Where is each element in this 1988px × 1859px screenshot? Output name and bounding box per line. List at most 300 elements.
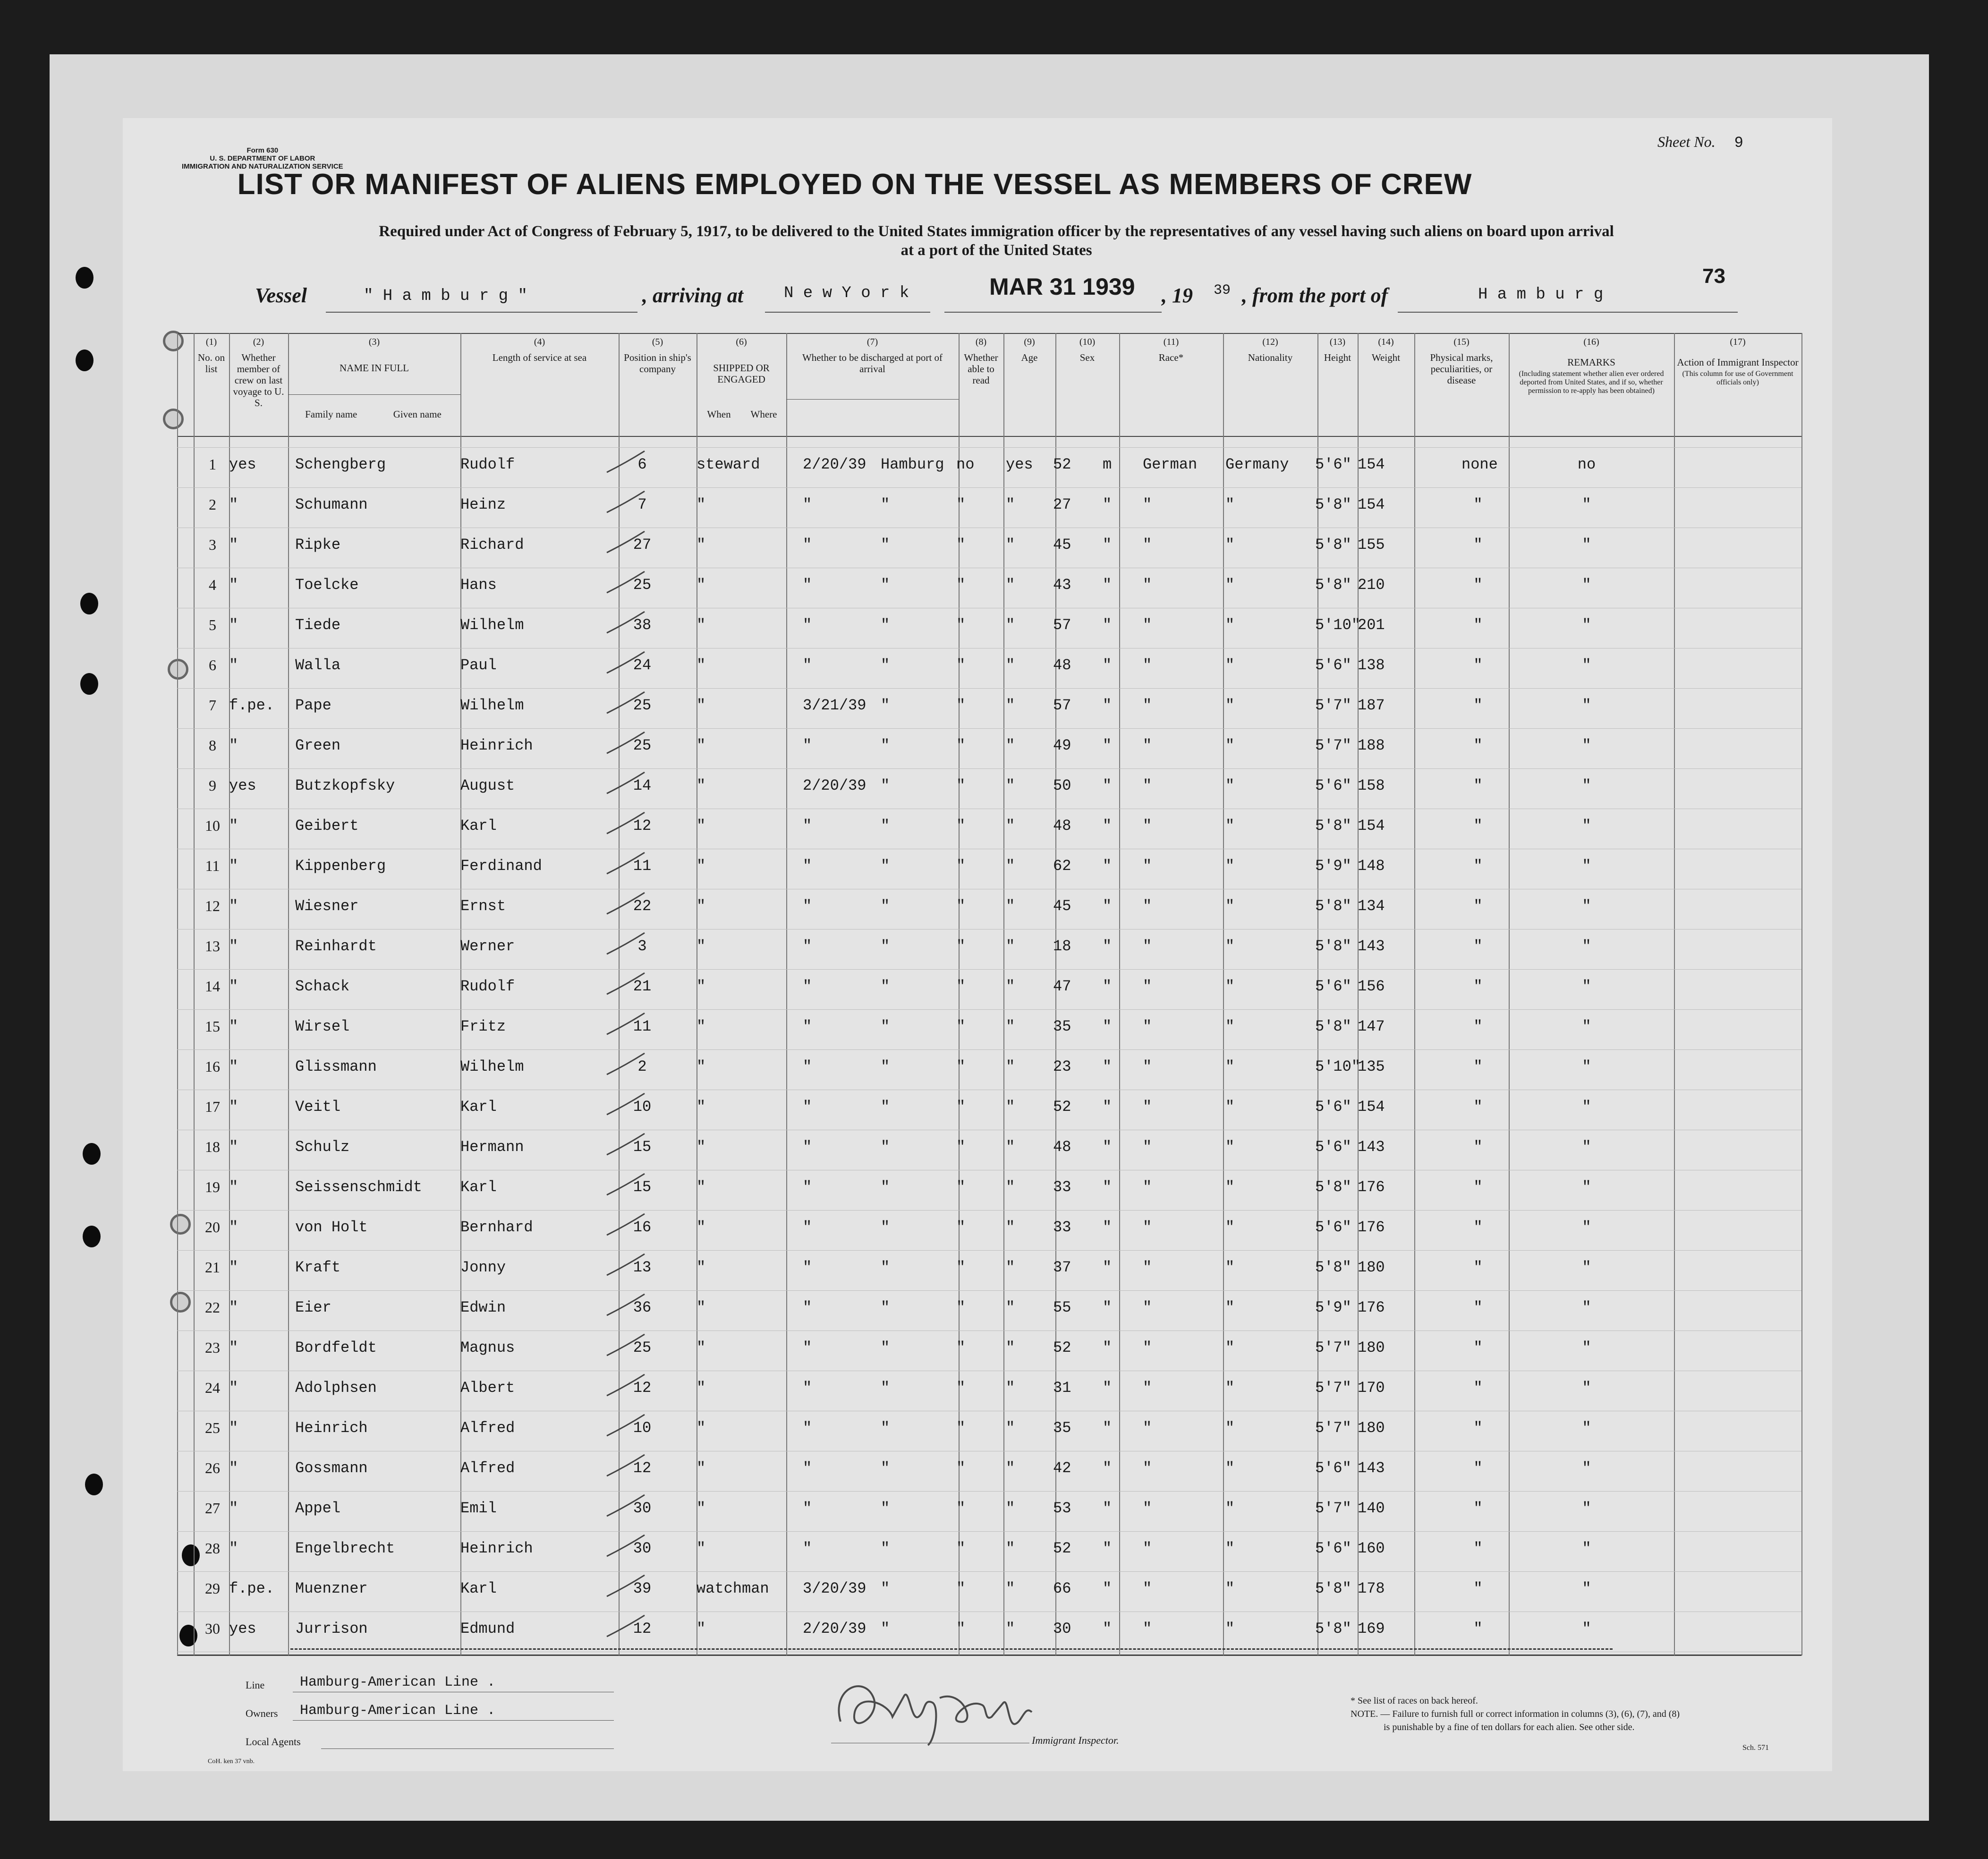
cell-age: 53 <box>1053 1500 1071 1517</box>
binder-hole <box>80 673 98 695</box>
pencil-tick-mark <box>604 609 647 638</box>
cell-read: " <box>1006 978 1015 995</box>
cell-weight: 188 <box>1358 737 1385 754</box>
cell-when: " <box>803 1379 812 1397</box>
cell-marks: " <box>1473 1138 1483 1156</box>
table-top-border <box>177 333 1801 334</box>
cell-read: " <box>1006 1219 1015 1236</box>
column-header: No. on list <box>197 352 225 375</box>
cell-sex: " <box>1103 1540 1112 1557</box>
cell-given: Rudolf <box>460 456 515 473</box>
cell-no: 17 <box>205 1098 220 1115</box>
cell-family: Adolphsen <box>295 1379 377 1397</box>
cell-sex: " <box>1103 616 1112 634</box>
cell-service: 2 <box>637 1058 647 1075</box>
cell-given: Wilhelm <box>460 616 524 634</box>
cell-weight: 143 <box>1358 938 1385 955</box>
cell-nationality: " <box>1225 1299 1235 1316</box>
cell-sex: " <box>1103 1620 1112 1637</box>
cell-service: 11 <box>633 1018 652 1035</box>
cell-discharged: " <box>956 1259 966 1276</box>
pencil-tick-mark <box>604 890 647 919</box>
cell-race: " <box>1143 496 1152 513</box>
cell-family: Walla <box>295 657 341 674</box>
cell-discharged: " <box>956 1580 966 1597</box>
cell-given: Karl <box>460 1178 497 1196</box>
column-number: (5) <box>652 337 663 347</box>
cell-race: " <box>1143 536 1152 554</box>
cell-read: " <box>1006 737 1015 754</box>
cell-nationality: " <box>1225 576 1235 594</box>
cell-remarks: " <box>1582 857 1591 875</box>
cell-weight: 143 <box>1358 1138 1385 1156</box>
cell-family: Glissmann <box>295 1058 377 1075</box>
table-row <box>177 812 1801 850</box>
pencil-tick-mark <box>604 1332 647 1360</box>
cell-where: " <box>881 1178 890 1196</box>
pencil-tick-mark <box>604 649 647 678</box>
cell-service: 7 <box>637 496 647 513</box>
cell-race: " <box>1143 1219 1152 1236</box>
cell-service: 6 <box>637 456 647 473</box>
cell-crew: " <box>229 938 238 955</box>
table-row <box>177 531 1801 569</box>
cell-given: Ferdinand <box>460 857 542 875</box>
cell-crew: " <box>229 1058 238 1075</box>
pencil-tick-mark <box>604 810 647 838</box>
cell-no: 13 <box>205 938 220 955</box>
cell-weight: 169 <box>1358 1620 1385 1637</box>
cell-no: 26 <box>205 1459 220 1476</box>
cell-position: " <box>697 697 706 714</box>
pencil-tick-mark <box>604 1372 647 1400</box>
cell-read: " <box>1006 1259 1015 1276</box>
cell-where: " <box>881 897 890 915</box>
cell-nationality: " <box>1225 1540 1235 1557</box>
table-row <box>177 1615 1801 1653</box>
cell-race: " <box>1143 697 1152 714</box>
cell-crew: " <box>229 1138 238 1156</box>
vessel-name: " H a m b u r g " <box>364 287 527 305</box>
cell-weight: 187 <box>1358 697 1385 714</box>
cell-no: 20 <box>205 1219 220 1236</box>
cell-no: 1 <box>209 456 216 473</box>
cell-sex: " <box>1103 897 1112 915</box>
column-subheader: Given name <box>393 409 442 420</box>
cell-crew: " <box>229 1219 238 1236</box>
cell-given: Richard <box>460 536 524 554</box>
cell-remarks: no <box>1577 456 1596 473</box>
cell-age: 49 <box>1053 737 1071 754</box>
table-row <box>177 692 1801 730</box>
table-row <box>177 1535 1801 1573</box>
cell-when: 2/20/39 <box>803 1620 867 1637</box>
cell-marks: " <box>1473 657 1483 674</box>
cell-given: Heinz <box>460 496 506 513</box>
cell-no: 22 <box>205 1299 220 1316</box>
cell-crew: " <box>229 536 238 554</box>
from-port-label: , from the port of <box>1242 284 1388 307</box>
cell-weight: 180 <box>1358 1259 1385 1276</box>
cell-family: Wiesner <box>295 897 359 915</box>
cell-marks: none <box>1461 456 1498 473</box>
cell-where: " <box>881 1098 890 1116</box>
cell-crew: " <box>229 1299 238 1316</box>
pencil-tick-mark <box>604 850 647 878</box>
cell-given: August <box>460 777 515 794</box>
cell-where: " <box>881 1500 890 1517</box>
cell-read: " <box>1006 1620 1015 1637</box>
cell-where: " <box>881 1459 890 1477</box>
cell-no: 24 <box>205 1379 220 1396</box>
cell-family: Gossmann <box>295 1459 368 1477</box>
column-header: NAME IN FULL <box>340 362 409 374</box>
cell-crew: " <box>229 1178 238 1196</box>
cell-position: " <box>697 1620 706 1637</box>
cell-race: " <box>1143 938 1152 955</box>
cell-position: steward <box>697 456 760 473</box>
cell-where: " <box>881 1339 890 1356</box>
print-mark: CoH. ken 37 vnb. <box>208 1758 255 1765</box>
cell-read: " <box>1006 1058 1015 1075</box>
subheader-divider <box>288 394 460 395</box>
cell-when: " <box>803 1339 812 1356</box>
cell-race: " <box>1143 897 1152 915</box>
cell-position: " <box>697 1379 706 1397</box>
cell-weight: 170 <box>1358 1379 1385 1397</box>
cell-nationality: " <box>1225 1259 1235 1276</box>
cell-crew: " <box>229 1419 238 1437</box>
cell-height: 5'6" <box>1315 777 1351 794</box>
cell-where: " <box>881 1379 890 1397</box>
cell-nationality: " <box>1225 1580 1235 1597</box>
cell-marks: " <box>1473 1459 1483 1477</box>
cell-family: Schulz <box>295 1138 350 1156</box>
cell-discharged: " <box>956 897 966 915</box>
table-row <box>177 571 1801 609</box>
cell-crew: " <box>229 857 238 875</box>
cell-read: " <box>1006 616 1015 634</box>
cell-marks: " <box>1473 1339 1483 1356</box>
subheader-divider <box>786 399 959 400</box>
cell-where: " <box>881 1419 890 1437</box>
cell-position: " <box>697 897 706 915</box>
cell-when: " <box>803 938 812 955</box>
cell-discharged: " <box>956 1018 966 1035</box>
cell-age: 55 <box>1053 1299 1071 1316</box>
cell-age: 57 <box>1053 697 1071 714</box>
cell-discharged: " <box>956 1379 966 1397</box>
cell-family: Heinrich <box>295 1419 368 1437</box>
pencil-tick-mark <box>604 1252 647 1280</box>
cell-marks: " <box>1473 938 1483 955</box>
cell-sex: " <box>1103 1018 1112 1035</box>
cell-crew: " <box>229 737 238 754</box>
cell-nationality: " <box>1225 1178 1235 1196</box>
cell-crew: " <box>229 657 238 674</box>
cell-family: Ripke <box>295 536 341 554</box>
cell-weight: 155 <box>1358 536 1385 554</box>
table-row <box>177 1415 1801 1452</box>
cell-position: " <box>697 1339 706 1356</box>
sheet-number-label: Sheet No. <box>1657 133 1716 150</box>
vessel-underline <box>326 312 637 313</box>
cell-marks: " <box>1473 1620 1483 1637</box>
cell-height: 5'8" <box>1315 1580 1351 1597</box>
cell-marks: " <box>1473 1219 1483 1236</box>
cell-marks: " <box>1473 1259 1483 1276</box>
cell-no: 9 <box>209 777 216 794</box>
cell-where: " <box>881 817 890 835</box>
table-row <box>177 893 1801 930</box>
cell-crew: " <box>229 978 238 995</box>
cell-crew: yes <box>229 456 256 473</box>
cell-where: " <box>881 1219 890 1236</box>
cell-family: Muenzner <box>295 1580 368 1597</box>
form-number: Form 630 <box>246 146 279 154</box>
column-subheader: When <box>707 409 731 420</box>
cell-nationality: " <box>1225 978 1235 995</box>
cell-sex: " <box>1103 536 1112 554</box>
cell-discharged: " <box>956 1138 966 1156</box>
cell-age: 45 <box>1053 897 1071 915</box>
cell-when: " <box>803 1419 812 1437</box>
cell-when: " <box>803 897 812 915</box>
cell-crew: " <box>229 1540 238 1557</box>
column-header: Age <box>1021 352 1038 363</box>
cell-age: 52 <box>1053 1098 1071 1116</box>
cell-when: " <box>803 536 812 554</box>
cell-read: " <box>1006 576 1015 594</box>
cell-given: Alfred <box>460 1459 515 1477</box>
cell-when: " <box>803 1098 812 1116</box>
cell-when: " <box>803 657 812 674</box>
cell-marks: " <box>1473 616 1483 634</box>
cell-position: " <box>697 1058 706 1075</box>
cell-height: 5'8" <box>1315 496 1351 513</box>
cell-remarks: " <box>1582 1500 1591 1517</box>
cell-family: Reinhardt <box>295 938 377 955</box>
table-row <box>177 652 1801 690</box>
cell-position: " <box>697 1500 706 1517</box>
cell-crew: " <box>229 616 238 634</box>
cell-service: 25 <box>633 1339 652 1356</box>
cell-given: Heinrich <box>460 1540 533 1557</box>
cell-position: " <box>697 817 706 835</box>
cell-no: 25 <box>205 1419 220 1436</box>
cell-marks: " <box>1473 1178 1483 1196</box>
cell-read: " <box>1006 1419 1015 1437</box>
cell-discharged: " <box>956 697 966 714</box>
cell-weight: 210 <box>1358 576 1385 594</box>
cell-service: 12 <box>633 1459 652 1477</box>
cell-position: watchman <box>697 1580 769 1597</box>
pencil-tick-mark <box>604 1091 647 1119</box>
column-header-note: (Including statement whether alien ever ordered deported from United States, and if so, whether permission to re-apply has been obtained) <box>1519 370 1664 395</box>
cell-given: Bernhard <box>460 1219 533 1236</box>
cell-race: " <box>1143 1138 1152 1156</box>
cell-no: 5 <box>209 616 216 633</box>
cell-marks: " <box>1473 897 1483 915</box>
cell-crew: " <box>229 576 238 594</box>
cell-where: " <box>881 1138 890 1156</box>
cell-nationality: " <box>1225 616 1235 634</box>
cell-remarks: " <box>1582 1580 1591 1597</box>
cell-crew: f.pe. <box>229 697 275 714</box>
cell-family: Geibert <box>295 817 359 835</box>
cell-height: 5'6" <box>1315 1459 1351 1477</box>
cell-where: " <box>881 697 890 714</box>
cell-family: Eier <box>295 1299 331 1316</box>
cell-weight: 154 <box>1358 1098 1385 1116</box>
cell-read: " <box>1006 897 1015 915</box>
cell-where: " <box>881 657 890 674</box>
table-row <box>177 1254 1801 1292</box>
cell-nationality: " <box>1225 1058 1235 1075</box>
cell-given: Hans <box>460 576 497 594</box>
column-number: (4) <box>534 337 545 347</box>
cell-sex: " <box>1103 1580 1112 1597</box>
cell-sex: " <box>1103 1138 1112 1156</box>
cell-age: 52 <box>1053 456 1071 473</box>
cell-position: " <box>697 616 706 634</box>
cell-race: " <box>1143 1058 1152 1075</box>
sheet-number <box>1657 133 1743 152</box>
cell-family: Schumann <box>295 496 368 513</box>
cell-discharged: " <box>956 1500 966 1517</box>
cell-crew: " <box>229 1339 238 1356</box>
cell-marks: " <box>1473 697 1483 714</box>
cell-read: " <box>1006 1018 1015 1035</box>
column-number: (8) <box>975 337 987 347</box>
cell-height: 5'7" <box>1315 697 1351 714</box>
cell-family: Butzkopfsky <box>295 777 395 794</box>
cell-position: " <box>697 1018 706 1035</box>
cell-read: " <box>1006 777 1015 794</box>
cell-race: " <box>1143 1018 1152 1035</box>
cell-weight: 158 <box>1358 777 1385 794</box>
cell-age: 45 <box>1053 536 1071 554</box>
cell-sex: " <box>1103 777 1112 794</box>
cell-when: " <box>803 817 812 835</box>
pencil-tick-mark <box>604 971 647 999</box>
cell-sex: " <box>1103 1219 1112 1236</box>
cell-race: " <box>1143 817 1152 835</box>
cell-weight: 176 <box>1358 1178 1385 1196</box>
cell-age: 33 <box>1053 1219 1071 1236</box>
cell-no: 10 <box>205 817 220 834</box>
cell-nationality: " <box>1225 1379 1235 1397</box>
cell-no: 23 <box>205 1339 220 1356</box>
cell-where: " <box>881 1540 890 1557</box>
cell-weight: 148 <box>1358 857 1385 875</box>
cell-sex: " <box>1103 657 1112 674</box>
cell-family: Engelbrecht <box>295 1540 395 1557</box>
cell-position: " <box>697 1178 706 1196</box>
cell-crew: " <box>229 1459 238 1477</box>
cell-remarks: " <box>1582 1219 1591 1236</box>
column-number: (6) <box>736 337 747 347</box>
cell-age: 27 <box>1053 496 1071 513</box>
cell-race: " <box>1143 657 1152 674</box>
cell-position: " <box>697 657 706 674</box>
cell-given: Ernst <box>460 897 506 915</box>
cell-marks: " <box>1473 857 1483 875</box>
cell-remarks: " <box>1582 1178 1591 1196</box>
cell-service: 13 <box>633 1259 652 1276</box>
cell-given: Heinrich <box>460 737 533 754</box>
cell-sex: " <box>1103 978 1112 995</box>
cell-height: 5'6" <box>1315 1098 1351 1116</box>
cell-given: Rudolf <box>460 978 515 995</box>
cell-no: 7 <box>209 697 216 714</box>
cell-family: von Holt <box>295 1219 368 1236</box>
cell-marks: " <box>1473 1580 1483 1597</box>
cell-marks: " <box>1473 496 1483 513</box>
cell-nationality: " <box>1225 536 1235 554</box>
pencil-tick-mark <box>604 770 647 798</box>
cell-when: 3/21/39 <box>803 697 867 714</box>
cell-height: 5'7" <box>1315 737 1351 754</box>
row-rule <box>177 447 1801 448</box>
cell-given: Paul <box>460 657 497 674</box>
cell-marks: " <box>1473 978 1483 995</box>
cell-position: " <box>697 1259 706 1276</box>
cell-family: Seissenschmidt <box>295 1178 422 1196</box>
cell-when: " <box>803 496 812 513</box>
cell-discharged: no <box>956 456 975 473</box>
cell-age: 31 <box>1053 1379 1071 1397</box>
cell-sex: " <box>1103 1058 1112 1075</box>
cell-where: " <box>881 737 890 754</box>
cell-service: 27 <box>633 536 652 554</box>
table-row <box>177 1455 1801 1492</box>
table-row <box>177 853 1801 890</box>
cell-crew: " <box>229 1098 238 1116</box>
cell-crew: yes <box>229 1620 256 1637</box>
subtitle-line-1: Required under Act of Congress of February 5, 1917, to be delivered to the United States immigration officer by the representatives of any vessel having such aliens on board upon arrival <box>379 223 1614 240</box>
column-number: (10) <box>1079 337 1096 347</box>
footer-owners-value: Hamburg-American Line . <box>300 1703 496 1719</box>
cell-height: 5'8" <box>1315 1259 1351 1276</box>
pencil-tick-mark <box>604 730 647 758</box>
cell-nationality: " <box>1225 1620 1235 1637</box>
cell-race: " <box>1143 737 1152 754</box>
cell-sex: " <box>1103 857 1112 875</box>
cell-given: Fritz <box>460 1018 506 1035</box>
cell-height: 5'10" <box>1315 1058 1361 1075</box>
cell-read: " <box>1006 1138 1015 1156</box>
table-row <box>177 1214 1801 1252</box>
cell-no: 15 <box>205 1018 220 1035</box>
cell-read: " <box>1006 857 1015 875</box>
cell-nationality: " <box>1225 1500 1235 1517</box>
cell-nationality: " <box>1225 897 1235 915</box>
cell-no: 12 <box>205 897 220 914</box>
cell-no: 30 <box>205 1620 220 1637</box>
column-number: (11) <box>1163 337 1179 347</box>
cell-sex: " <box>1103 576 1112 594</box>
cell-family: Bordfeldt <box>295 1339 377 1356</box>
cell-age: 35 <box>1053 1018 1071 1035</box>
cell-read: " <box>1006 657 1015 674</box>
cell-nationality: " <box>1225 496 1235 513</box>
cell-sex: " <box>1103 737 1112 754</box>
cell-position: " <box>697 536 706 554</box>
cell-remarks: " <box>1582 657 1591 674</box>
cell-sex: " <box>1103 1459 1112 1477</box>
cell-age: 52 <box>1053 1339 1071 1356</box>
